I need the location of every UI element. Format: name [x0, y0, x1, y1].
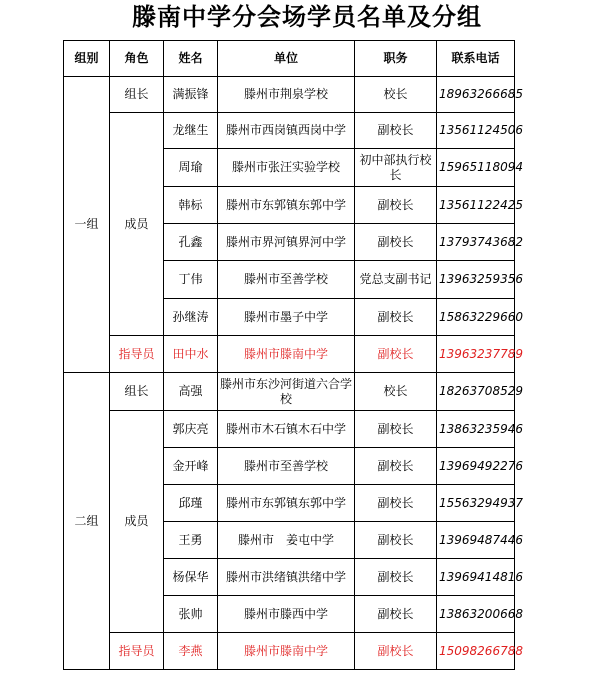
unit-cell: 滕州市界河镇界河中学 — [218, 224, 355, 261]
name-cell: 李燕 — [164, 633, 218, 670]
name-cell: 满振锋 — [164, 77, 218, 113]
header-row — [64, 41, 515, 77]
name-cell: 金开峰 — [164, 448, 218, 485]
phone-cell: 13863200668 — [437, 596, 515, 633]
phone-cell: 18963266685 — [437, 77, 515, 113]
group-label: 一组 — [64, 77, 110, 373]
phone-cell: 13963237789 — [437, 336, 515, 373]
roster-table — [63, 40, 523, 670]
phone-cell: 15863229660 — [437, 299, 515, 336]
position-cell: 副校长 — [355, 448, 437, 485]
name-cell: 高强 — [164, 373, 218, 411]
phone-cell: 13969492276 — [437, 448, 515, 485]
phone-cell: 13969414816 — [437, 559, 515, 596]
position-cell: 副校长 — [355, 411, 437, 448]
position-cell: 副校长 — [355, 336, 437, 373]
unit-cell: 滕州市东郭镇东郭中学 — [218, 485, 355, 522]
header-unit: 单位 — [218, 41, 355, 77]
unit-cell: 滕州市至善学校 — [218, 448, 355, 485]
role-cell: 成员 — [110, 113, 164, 336]
position-cell: 副校长 — [355, 224, 437, 261]
unit-cell: 滕州市至善学校 — [218, 261, 355, 299]
role-cell: 指导员 — [110, 336, 164, 373]
position-cell: 副校长 — [355, 522, 437, 559]
unit-cell: 滕州市滕西中学 — [218, 596, 355, 633]
unit-cell: 滕州市 姜屯中学 — [218, 522, 355, 559]
position-cell: 初中部执行校长 — [355, 149, 437, 187]
name-cell: 张帅 — [164, 596, 218, 633]
unit-cell: 滕州市墨子中学 — [218, 299, 355, 336]
position-cell: 副校长 — [355, 596, 437, 633]
position-cell: 副校长 — [355, 559, 437, 596]
table-row — [64, 373, 515, 411]
table-row — [64, 113, 515, 149]
role-cell: 成员 — [110, 411, 164, 633]
group-label: 二组 — [64, 373, 110, 670]
name-cell: 孙继涛 — [164, 299, 218, 336]
position-cell: 副校长 — [355, 113, 437, 149]
phone-cell: 15098266788 — [437, 633, 515, 670]
phone-cell: 13561124506 — [437, 113, 515, 149]
role-cell: 组长 — [110, 373, 164, 411]
name-cell: 杨保华 — [164, 559, 218, 596]
name-cell: 田中水 — [164, 336, 218, 373]
unit-cell: 滕州市洪绪镇洪绪中学 — [218, 559, 355, 596]
page-title: 滕南中学分会场学员名单及分组 — [132, 2, 482, 31]
phone-cell: 15965118094 — [437, 149, 515, 187]
name-cell: 丁伟 — [164, 261, 218, 299]
phone-cell: 13969487446 — [437, 522, 515, 559]
position-cell: 副校长 — [355, 187, 437, 224]
table-row — [64, 336, 515, 373]
unit-cell: 滕州市木石镇木石中学 — [218, 411, 355, 448]
unit-cell: 滕州市荆泉学校 — [218, 77, 355, 113]
unit-cell: 滕州市东沙河街道六合学校 — [218, 373, 355, 411]
phone-cell: 15563294937 — [437, 485, 515, 522]
unit-cell: 滕州市滕南中学 — [218, 336, 355, 373]
position-cell: 党总支副书记 — [355, 261, 437, 299]
table-row — [64, 633, 515, 670]
name-cell: 孔鑫 — [164, 224, 218, 261]
name-cell: 周瑜 — [164, 149, 218, 187]
unit-cell: 滕州市东郭镇东郭中学 — [218, 187, 355, 224]
phone-cell: 13963259356 — [437, 261, 515, 299]
unit-cell: 滕州市西岗镇西岗中学 — [218, 113, 355, 149]
unit-cell: 滕州市张汪实验学校 — [218, 149, 355, 187]
table-row — [64, 77, 515, 113]
phone-cell: 13863235946 — [437, 411, 515, 448]
position-cell: 副校长 — [355, 633, 437, 670]
position-cell: 副校长 — [355, 485, 437, 522]
header-phone: 联系电话 — [437, 41, 515, 77]
phone-cell: 18263708529 — [437, 373, 515, 411]
table-row — [64, 411, 515, 448]
role-cell: 组长 — [110, 77, 164, 113]
header-position: 职务 — [355, 41, 437, 77]
name-cell: 王勇 — [164, 522, 218, 559]
position-cell: 校长 — [355, 77, 437, 113]
name-cell: 韩标 — [164, 187, 218, 224]
name-cell: 龙继生 — [164, 113, 218, 149]
header-name: 姓名 — [164, 41, 218, 77]
unit-cell: 滕州市滕南中学 — [218, 633, 355, 670]
phone-cell: 13793743682 — [437, 224, 515, 261]
phone-cell: 13561122425 — [437, 187, 515, 224]
position-cell: 校长 — [355, 373, 437, 411]
name-cell: 邱瑾 — [164, 485, 218, 522]
header-role: 角色 — [110, 41, 164, 77]
position-cell: 副校长 — [355, 299, 437, 336]
header-group: 组别 — [64, 41, 110, 77]
role-cell: 指导员 — [110, 633, 164, 670]
name-cell: 郭庆亮 — [164, 411, 218, 448]
